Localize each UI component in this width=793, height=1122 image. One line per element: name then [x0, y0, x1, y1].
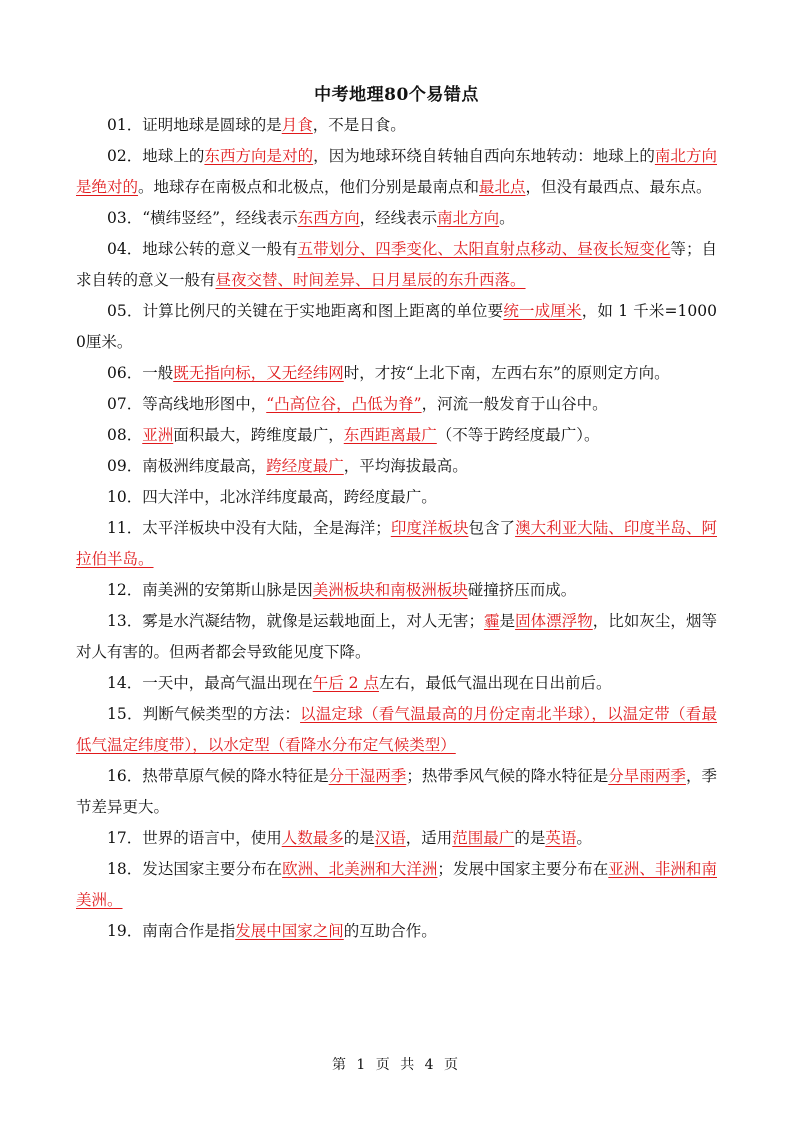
highlighted-answer: 发展中国家之间	[235, 922, 344, 940]
item-text: 的是	[343, 829, 375, 847]
highlighted-answer: “凸高位谷，凸低为脊”	[266, 395, 422, 413]
item-text: 06．一般	[107, 364, 174, 382]
highlighted-answer: 美洲板块和南极洲板块	[312, 581, 468, 599]
highlighted-answer: 人数最多	[281, 829, 344, 847]
item-text: 15．判断气候类型的方法：	[107, 705, 301, 723]
item-text: 04．地球公转的意义一般有	[107, 240, 298, 258]
item-text: ，如 1 千米=10000厘米。	[76, 302, 717, 351]
document-title: 中考地理80个易错点	[314, 85, 479, 105]
highlighted-answer: 固体漂浮物	[515, 612, 593, 630]
item-list	[76, 110, 717, 947]
list-item	[76, 513, 717, 575]
item-text: ；发展中国家主要分布在	[437, 860, 609, 878]
item-text: ，河流一般发育于山谷中。	[421, 395, 608, 413]
item-text: 05．计算比例尺的关键在于实地距离和图上距离的单位要	[107, 302, 504, 320]
item-text: ，比如灰尘，烟等对人有害的。但两者都会导致能见度下降。	[76, 612, 717, 661]
item-text: 面积最大，跨维度最广，	[173, 426, 344, 444]
highlighted-answer: 南北方向	[437, 209, 500, 227]
highlighted-answer: 分旱雨两季	[608, 767, 686, 785]
item-text: ，但没有最西点、最东点。	[525, 178, 712, 196]
highlighted-answer: 既无指向标，又无经纬网	[173, 364, 344, 382]
list-item	[76, 420, 717, 451]
highlighted-answer: 范围最广	[452, 829, 515, 847]
highlighted-answer: 统一成厘米	[503, 302, 582, 320]
item-text: 碰撞挤压而成。	[467, 581, 577, 599]
list-item	[76, 575, 717, 606]
highlighted-answer: 东西方向是对的	[204, 147, 314, 165]
highlighted-answer: 亚洲、非洲和南美洲。	[76, 860, 717, 909]
list-item	[76, 203, 717, 234]
item-text: 18．发达国家主要分布在	[107, 860, 283, 878]
item-text: ，经线表示	[359, 209, 438, 227]
list-item	[76, 358, 717, 389]
highlighted-answer: 印度洋板块	[390, 519, 469, 537]
highlighted-answer: 以温定球（看气温最高的月份定南北半球），以温定带（看最低气温定纬度带），以水定型（看降水分布定气候类型）	[76, 705, 717, 754]
highlighted-answer: 东西距离最广	[343, 426, 437, 444]
highlighted-answer: 东西方向	[297, 209, 360, 227]
item-text: 包含了	[468, 519, 516, 537]
list-item	[76, 916, 717, 947]
list-item	[76, 854, 717, 916]
item-text: 是	[499, 612, 516, 630]
list-item	[76, 761, 717, 823]
item-text: 时，才按“上北下南，左西右东”的原则定方向。	[343, 364, 670, 382]
item-text: 的互助合作。	[343, 922, 437, 940]
item-text: 11．太平洋板块中没有大陆，全是海洋；	[107, 519, 391, 537]
highlighted-answer: 南北方向是绝对的	[76, 147, 717, 196]
item-text: 的是	[514, 829, 546, 847]
list-item	[76, 389, 717, 420]
item-text: 17．世界的语言中，使用	[107, 829, 282, 847]
item-text: 16．热带草原气候的降水特征是	[107, 767, 329, 785]
list-item	[76, 606, 717, 668]
item-text: 。	[499, 209, 515, 227]
list-item	[76, 296, 717, 358]
item-text: 12．南美洲的安第斯山脉是因	[107, 581, 313, 599]
item-text: ，平均海拔最高。	[343, 457, 468, 475]
list-item	[76, 823, 717, 854]
highlighted-answer: 五带划分、四季变化、太阳直射点移动、昼夜长短变化	[297, 240, 671, 258]
item-text: 14．一天中，最高气温出现在	[107, 674, 313, 692]
highlighted-answer: 月食	[281, 116, 313, 134]
item-text: ，不是日食。	[312, 116, 406, 134]
list-item	[76, 451, 717, 482]
list-item	[76, 234, 717, 296]
highlighted-answer: 昼夜交替、时间差异、日月星辰的东升西落。	[215, 271, 526, 289]
item-text: 02．地球上的	[107, 147, 205, 165]
highlighted-answer: 澳大利亚大陆、印度半岛、阿拉伯半岛。	[76, 519, 717, 568]
item-text: 左右，最低气温出现在日出前后。	[378, 674, 612, 692]
item-text: 03．“横纬竖经”，经线表示	[107, 209, 298, 227]
item-text: 。地球存在南极点和北极点，他们分别是最南点和	[138, 178, 480, 196]
item-text: ，季节差异更大。	[76, 767, 717, 816]
highlighted-answer: 汉语	[374, 829, 406, 847]
highlighted-answer: 霾	[483, 612, 500, 630]
highlighted-answer: 分干湿两季	[328, 767, 407, 785]
item-text: ，因为地球环绕自转轴自西向东地转动：地球上的	[313, 147, 655, 165]
highlighted-answer: 亚洲	[142, 426, 174, 444]
item-text: 07．等高线地形图中，	[107, 395, 267, 413]
item-text: 10．四大洋中，北冰洋纬度最高，跨经度最广。	[107, 488, 437, 506]
list-item	[76, 482, 717, 513]
highlighted-answer: 午后 2 点	[312, 674, 379, 692]
item-text: 。	[576, 829, 592, 847]
item-text: 等；自求自转的意义一般有	[76, 240, 717, 289]
list-item	[76, 141, 717, 203]
highlighted-answer: 最北点	[479, 178, 526, 196]
item-text: ；热带季风气候的降水特征是	[406, 767, 609, 785]
list-item	[76, 699, 717, 761]
highlighted-answer: 欧洲、北美洲和大洋洲	[282, 860, 438, 878]
item-text: 08．	[107, 426, 143, 444]
item-text: ，适用	[405, 829, 453, 847]
highlighted-answer: 跨经度最广	[266, 457, 344, 475]
item-text: 19．南南合作是指	[107, 922, 236, 940]
item-text: （不等于跨经度最广）。	[436, 426, 600, 444]
page-footer: 第 1 页 共 4 页	[331, 1057, 462, 1073]
item-text: 13．雾是水汽凝结物，就像是运载地面上，对人无害；	[107, 612, 484, 630]
list-item	[76, 110, 717, 141]
list-item	[76, 668, 717, 699]
item-text: 09．南极洲纬度最高，	[107, 457, 267, 475]
highlighted-answer: 英语	[545, 829, 577, 847]
item-text: 01．证明地球是圆球的是	[107, 116, 282, 134]
